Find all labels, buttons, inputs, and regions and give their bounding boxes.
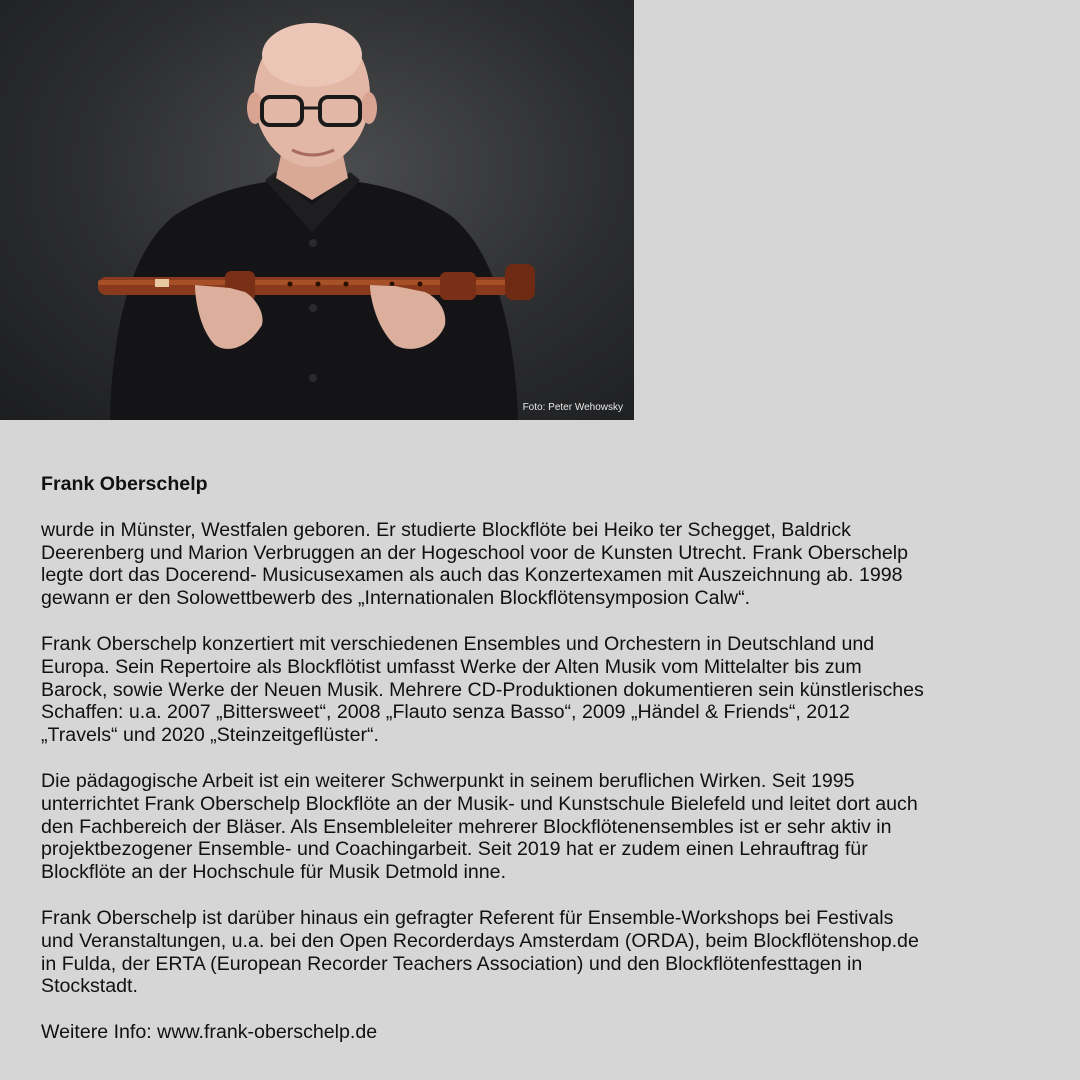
photo-credit: Foto: Peter Wehowsky	[522, 402, 623, 413]
bio-paragraph-1: wurde in Münster, Westfalen geboren. Er studierte Blockflöte bei Heiko ter Schegget, Baldrick Deerenberg und Marion Verbruggen an der Hogeschool voor de Kunsten Utrecht. Frank Oberschelp legte dort das Docerend- Musicusexamen als auch das Konzertexamen mit Auszeichnung ab. 1998 gewann er den Solowettbewerb des „Internationalen Blockflötensymposion Calw“.	[41, 518, 908, 610]
bio-paragraph-2: Frank Oberschelp konzertiert mit verschiedenen Ensembles und Orchestern in Deutschland und Europa. Sein Repertoire als Blockflötist umfasst Werke der Alten Musik vom Mittelalter bis zum Barock, sowie Werke der Neuen Musik. Mehrere CD-Produktionen dokumentieren sein künstlerisches Schaffen: u.a. 2007 „Bittersweet“, 2008 „Flauto senza Basso“, 2009 „Händel & Friends“, 2012 „Travels“ und 2020 „Steinzeitgeflüster“.	[41, 632, 924, 747]
biography	[41, 473, 1051, 1044]
person-name: Frank Oberschelp	[41, 473, 208, 495]
more-info: Weitere Info: www.frank-oberschelp.de	[41, 1021, 378, 1044]
portrait-illustration	[0, 0, 634, 420]
bio-paragraph-3: Die pädagogische Arbeit ist ein weiterer Schwerpunkt in seinem beruflichen Wirken. Seit 1995 unterrichtet Frank Oberschelp Blockflöte an der Musik- und Kunstschule Bielefeld und leitet dort auch den Fachbereich der Bläser. Als Ensembleleiter mehrerer Blockflötenensembles ist er sehr aktiv in projektbezogener Ensemble- und Coachingarbeit. Seit 2019 hat er zudem einen Lehrauftrag für Blockflöte an der Hochschule für Musik Detmold inne.	[41, 769, 918, 884]
portrait-photo	[0, 0, 634, 420]
bio-paragraph-4: Frank Oberschelp ist darüber hinaus ein gefragter Referent für Ensemble-Workshops bei Festivals und Veranstaltungen, u.a. bei den Open Recorderdays Amsterdam (ORDA), beim Blockflötenshop.de in Fulda, der ERTA (European Recorder Teachers Association) und den Blockflötenfesttagen in Stockstadt.	[41, 906, 919, 998]
